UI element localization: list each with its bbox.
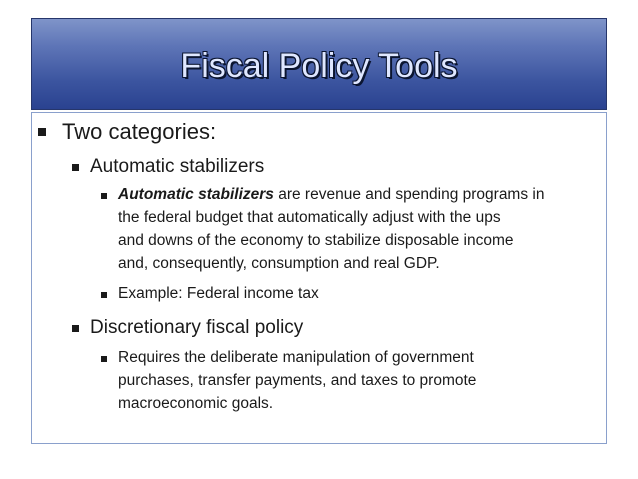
- requires-line-2: purchases, transfer payments, and taxes to promote: [118, 372, 477, 389]
- definition-line-3: and downs of the economy to stabilize disposable income: [118, 232, 514, 249]
- requires-line-3: macroeconomic goals.: [118, 395, 274, 412]
- bullet-square-icon: [101, 356, 107, 362]
- definition-line-2: the federal budget that automatically adjust with the ups: [118, 209, 501, 226]
- slide-title: Fiscal Policy Tools: [180, 47, 458, 85]
- bullet-automatic-stabilizers: Automatic stabilizers: [90, 156, 265, 177]
- bullet-two-categories: Two categories:: [62, 119, 217, 144]
- bullet-square-icon: [38, 128, 46, 136]
- bullet-square-icon: [72, 325, 79, 332]
- bullet-square-icon: [101, 193, 107, 199]
- requires-line-1: Requires the deliberate manipulation of government: [118, 349, 474, 366]
- definition-text: are revenue and spending programs in: [273, 186, 545, 203]
- slide-title-bar: [31, 18, 607, 110]
- definition-line-4: and, consequently, consumption and real GDP.: [118, 255, 440, 272]
- bullet-example: Example: Federal income tax: [118, 285, 319, 302]
- bullet-discretionary-fiscal-policy: Discretionary fiscal policy: [90, 317, 304, 338]
- bullet-square-icon: [72, 164, 79, 171]
- definition-line-1: [118, 184, 544, 207]
- bullet-square-icon: [101, 292, 107, 298]
- defined-term: Automatic stabilizers: [118, 186, 274, 203]
